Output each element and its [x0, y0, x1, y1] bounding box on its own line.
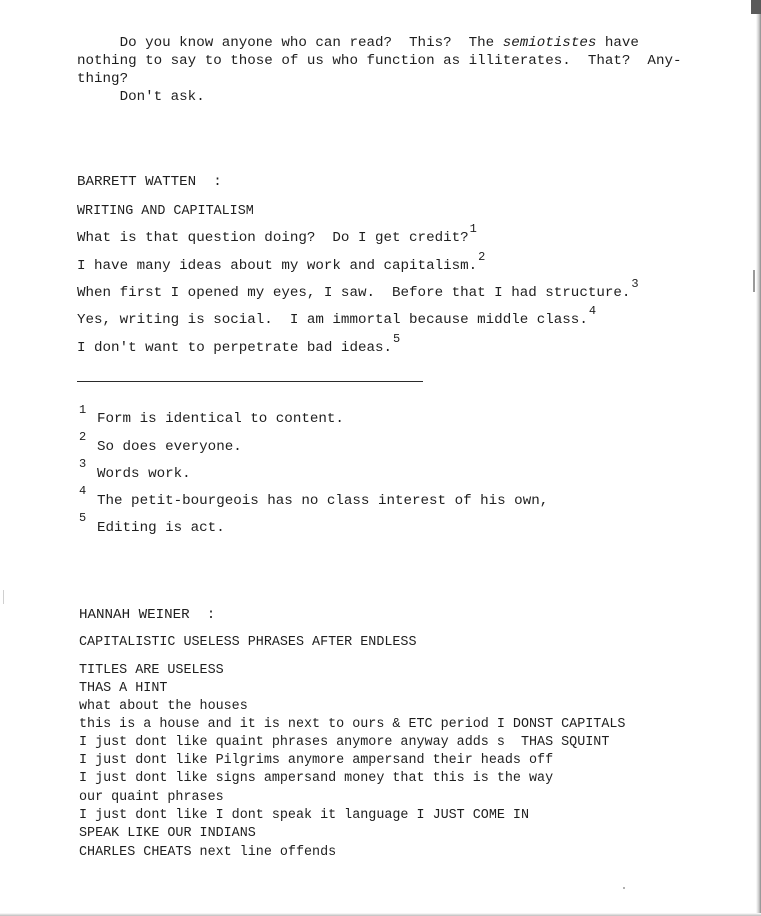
footnote-number: 4 — [79, 484, 87, 498]
weiner-line: SPEAK LIKE OUR INDIANS — [79, 826, 256, 841]
footnote-ref[interactable]: 1 — [469, 222, 477, 236]
page-corner-shadow — [751, 0, 761, 14]
weiner-line: CHARLES CHEATS next line offends — [79, 845, 337, 860]
weiner-line: I just dont like Pilgrims anymore ampersand their heads off — [79, 753, 554, 768]
footnote-text: So does everyone. — [97, 439, 242, 455]
footnote-ref[interactable]: 5 — [393, 332, 401, 346]
scan-mark — [623, 887, 625, 889]
watten-line-text: I don't want to perpetrate bad ideas. — [77, 340, 393, 356]
weiner-line: this is a house and it is next to ours & ETC period I DONST CAPITALS — [79, 717, 626, 732]
watten-line-1 — [77, 222, 477, 247]
footnote-text: Words work. — [97, 466, 191, 482]
footnote-text: Editing is act. — [97, 520, 225, 536]
intro-line-1-pre: Do you know anyone who can read? This? The — [77, 35, 503, 51]
watten-line-text: Yes, writing is social. I am immortal because middle class. — [77, 312, 588, 328]
weiner-line: THAS A HINT — [79, 681, 168, 696]
watten-line-2 — [77, 250, 486, 275]
intro-line-1 — [77, 35, 639, 52]
weiner-line: I just dont like signs ampersand money that this is the way — [79, 771, 554, 786]
watten-line-text: When first I opened my eyes, I saw. Before that I had structure. — [77, 285, 631, 301]
watten-line-5 — [77, 332, 401, 357]
scan-mark — [3, 590, 4, 604]
footnote-ref[interactable]: 4 — [588, 304, 597, 318]
watten-title: WRITING AND CAPITALISM — [77, 204, 254, 219]
weiner-title: CAPITALISTIC USELESS PHRASES AFTER ENDLESS — [79, 635, 417, 650]
weiner-line: our quaint phrases — [79, 790, 224, 805]
intro-italic-word: semiotistes — [502, 35, 597, 51]
footnote-text: The petit-bourgeois has no class interest of his own, — [97, 493, 549, 509]
footnote-number: 2 — [79, 430, 87, 444]
watten-line-text: I have many ideas about my work and capitalism. — [77, 258, 478, 274]
footnote-divider — [77, 381, 423, 382]
weiner-line: I just dont like quaint phrases anymore anyway adds s THAS SQUINT — [79, 735, 610, 750]
weiner-author: HANNAH WEINER : — [79, 607, 216, 623]
footnote-ref[interactable]: 3 — [631, 277, 639, 291]
intro-line-4: Don't ask. — [77, 89, 205, 105]
watten-line-4 — [77, 304, 597, 329]
watten-line-3 — [77, 277, 639, 302]
footnote-number: 5 — [79, 511, 87, 525]
footnote-number: 1 — [79, 403, 87, 417]
intro-line-3: thing? — [77, 71, 129, 87]
footnote-text: Form is identical to content. — [97, 411, 344, 427]
weiner-line: I just dont like I dont speak it language I JUST COME IN — [79, 808, 529, 823]
watten-author: BARRETT WATTEN : — [77, 174, 222, 190]
intro-line-2: nothing to say to those of us who function as illiterates. That? Any- — [77, 53, 682, 69]
footnote-ref[interactable]: 2 — [478, 250, 486, 264]
watten-line-text: What is that question doing? Do I get credit? — [77, 230, 469, 246]
scan-mark — [753, 270, 755, 292]
intro-line-1-post: have — [596, 35, 639, 51]
weiner-line: what about the houses — [79, 699, 248, 714]
weiner-line: TITLES ARE USELESS — [79, 663, 224, 678]
footnote-number: 3 — [79, 457, 87, 471]
page-edge-shadow — [756, 0, 761, 916]
